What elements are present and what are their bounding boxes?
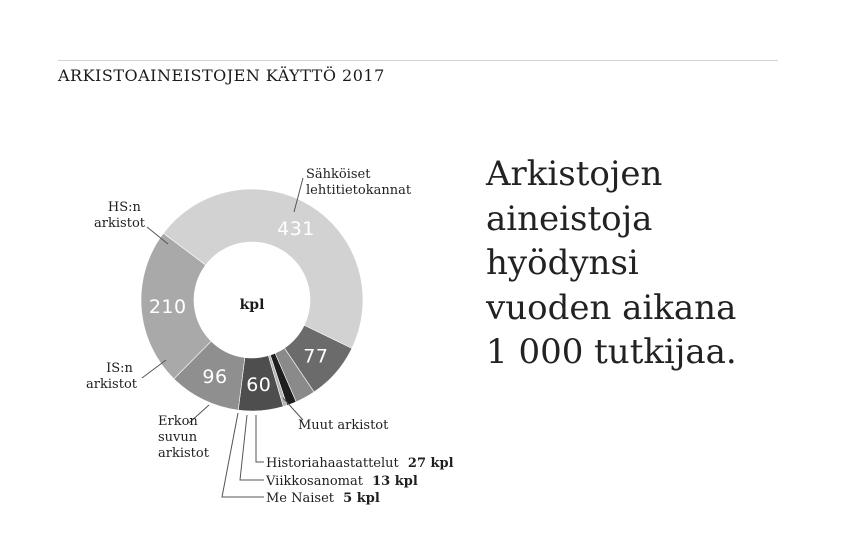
slice-label-name: Historiahaastattelut: [266, 456, 399, 471]
label-group-hs: [94, 200, 168, 244]
slice-label-line: IS:n: [106, 361, 133, 376]
chart-title: ARKISTOAINEISTOJEN KÄYTTÖ 2017: [58, 66, 385, 85]
headline-line: vuoden aikana: [486, 287, 737, 328]
slice-label-name: Viikkosanomat: [266, 474, 363, 489]
label-group-sahkoiset: [294, 167, 412, 212]
slice-label-line: arkistot: [158, 446, 209, 461]
label-group-muut: [283, 398, 389, 433]
slice-label-line: lehtitietokannat: [306, 183, 412, 198]
slice-label: [266, 491, 380, 506]
slice-value-label: 60: [246, 374, 272, 397]
slice-label: [265, 474, 418, 489]
slice-label: [298, 418, 389, 433]
slice-label-line: Muut arkistot: [298, 418, 389, 433]
slice-label-value: 27 kpl: [407, 456, 454, 471]
slice-value-label: 210: [148, 296, 187, 319]
slice-label-line: HS:n: [107, 200, 141, 215]
slice-label: [266, 456, 454, 471]
headline-line: Arkistojen: [486, 154, 663, 194]
slice-label-value: 5 kpl: [343, 491, 380, 506]
headline-line: 1 000 tutkijaa.: [486, 332, 737, 372]
slice-label-line: Sähköiset: [306, 167, 371, 182]
label-group-erkon: [158, 405, 210, 461]
slice-label-line: arkistot: [86, 377, 137, 392]
slice-value-label: 77: [303, 345, 329, 368]
slice-label-line: suvun: [158, 430, 198, 445]
slice-value-label: 96: [202, 366, 228, 388]
headline: [486, 152, 816, 375]
center-label: kpl: [239, 297, 265, 313]
slice-label-line: Erkon: [158, 414, 198, 429]
headline-line: aineistoja: [486, 198, 653, 239]
slice-label: [306, 167, 412, 198]
slice-label-name: Me Naiset: [266, 491, 335, 506]
label-group-is: [86, 360, 166, 392]
slice-label: [86, 361, 138, 392]
headline-line: hyödynsi: [486, 243, 639, 283]
slice-label-value: 13 kpl: [372, 474, 418, 489]
slice-label: [158, 414, 210, 461]
slice-label: [94, 200, 146, 231]
slice-value-label: 431: [277, 217, 315, 240]
slice-label-line: arkistot: [94, 216, 145, 231]
